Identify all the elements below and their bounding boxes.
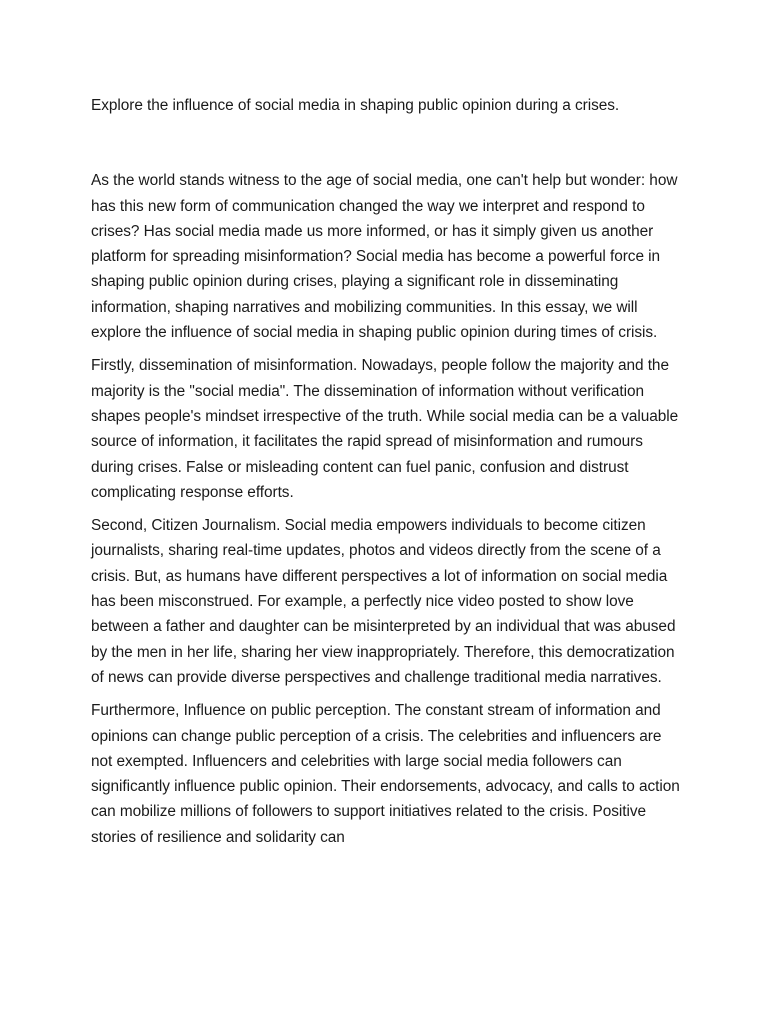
paragraph-public-perception: Furthermore, Influence on public perception. The constant stream of information and opinions can change public perception of a crisis. The celebrities and influencers are not exempted. Influencers and celebrities with large social media followers can significantly influence public opinion. Their endorsements, advocacy, and calls to action can mobilize millions of followers to support initiatives related to the crisis. Positive stories of resilience and solidarity can [91,702,680,846]
document-body [91,93,681,858]
essay-prompt: Explore the influence of social media in shaping public opinion during a crises. [91,97,620,114]
paragraph-introduction: As the world stands witness to the age of social media, one can't help but wonder: how has this new form of communication changed the way we interpret and respond to crises? Has social media made us more informed, or has it simply given us another platform for spreading misinformation? Social media has become a powerful force in shaping public opinion during crises, playing a significant role in disseminating information, shaping narratives and mobilizing communities. In this essay, we will explore the influence of social media in shaping public opinion during times of crisis. [91,172,678,342]
paragraph-citizen-journalism: Second, Citizen Journalism. Social media empowers individuals to become citizen journalists, sharing real-time updates, photos and videos directly from the scene of a crisis. But, as humans have different perspectives a lot of information on social media has been misconstrued. For example, a perfectly nice video posted to show love between a father and daughter can be misinterpreted by an individual that was abused by the men in her life, sharing her view inappropriately. Therefore, this democratization of news can provide diverse perspectives and challenge traditional media narratives. [91,517,676,686]
paragraph-misinformation: Firstly, dissemination of misinformation. Nowadays, people follow the majority and the majority is the "social media". The dissemination of information without verification shapes people's mindset irrespective of the truth. While social media can be a valuable source of information, it facilitates the rapid spread of misinformation and rumours during crises. False or misleading content can fuel panic, confusion and distrust complicating response efforts. [91,357,679,501]
